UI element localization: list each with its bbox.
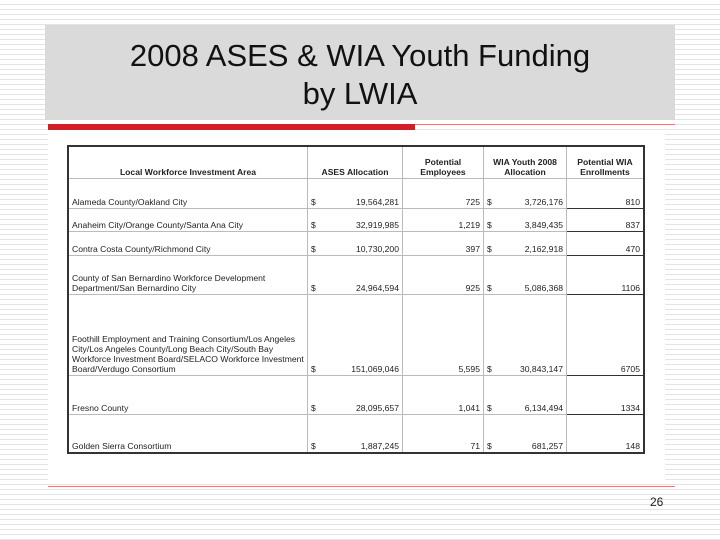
wia-value: 3,726,176: [524, 197, 563, 207]
currency: $: [311, 364, 316, 374]
footer-divider: [48, 486, 675, 487]
table-row: [68, 415, 644, 453]
area-cell: Anaheim City/Orange County/Santa Ana City: [68, 209, 308, 232]
wia-value: 6,134,494: [524, 403, 563, 413]
currency: $: [487, 403, 492, 413]
header-enrollments: Potential WIA Enrollments: [567, 146, 645, 179]
wia-cell: [484, 376, 567, 415]
ases-value: 19,564,281: [355, 197, 399, 207]
employees-cell: 725: [403, 179, 484, 209]
currency: $: [487, 220, 492, 230]
currency: $: [487, 364, 492, 374]
employees-cell: 925: [403, 256, 484, 295]
header-wia: WIA Youth 2008 Allocation: [484, 146, 567, 179]
header-ases: ASES Allocation: [308, 146, 403, 179]
area-cell: Foothill Employment and Training Consortium/Los Angeles City/Los Angeles County/Long Beach City/South Bay Workforce Investment Board/SELACO Workforce Investment Board/Verdugo Consortium: [68, 295, 308, 376]
enrollments-cell: 1106: [567, 256, 645, 295]
table-row: [68, 256, 644, 295]
area-cell: Golden Sierra Consortium: [68, 415, 308, 453]
currency: $: [311, 283, 316, 293]
header-area: Local Workforce Investment Area: [68, 146, 308, 179]
ases-cell: [308, 295, 403, 376]
area-cell: County of San Bernardino Workforce Development Department/San Bernardino City: [68, 256, 308, 295]
employees-cell: 397: [403, 232, 484, 256]
wia-cell: [484, 232, 567, 256]
ases-cell: [308, 415, 403, 453]
employees-cell: 1,041: [403, 376, 484, 415]
table-header: [68, 146, 644, 179]
ases-value: 28,095,657: [355, 403, 399, 413]
wia-cell: [484, 415, 567, 453]
table-row: [68, 179, 644, 209]
table-row: [68, 232, 644, 256]
employees-cell: 5,595: [403, 295, 484, 376]
wia-cell: [484, 256, 567, 295]
ases-value: 24,964,594: [355, 283, 399, 293]
table-row: [68, 376, 644, 415]
currency: $: [487, 197, 492, 207]
wia-value: 681,257: [531, 440, 563, 451]
title-box: [45, 25, 675, 120]
employees-cell: 1,219: [403, 209, 484, 232]
currency: $: [487, 440, 492, 451]
table-row: [68, 209, 644, 232]
ases-cell: [308, 232, 403, 256]
enrollments-cell: 148: [567, 415, 645, 453]
currency: $: [311, 244, 316, 254]
funding-table: [67, 145, 645, 454]
currency: $: [487, 283, 492, 293]
ases-cell: [308, 376, 403, 415]
currency: $: [311, 403, 316, 413]
wia-cell: [484, 209, 567, 232]
table-row: [68, 295, 644, 376]
enrollments-cell: 470: [567, 232, 645, 256]
enrollments-cell: 1334: [567, 376, 645, 415]
wia-cell: [484, 179, 567, 209]
enrollments-cell: 837: [567, 209, 645, 232]
ases-value: 1,887,245: [360, 440, 399, 451]
area-cell: Contra Costa County/Richmond City: [68, 232, 308, 256]
enrollments-cell: 810: [567, 179, 645, 209]
currency: $: [311, 197, 316, 207]
area-cell: Fresno County: [68, 376, 308, 415]
ases-value: 10,730,200: [355, 244, 399, 254]
slide-title: 2008 ASES & WIA Youth Funding by LWIA: [129, 38, 591, 111]
currency: $: [311, 440, 316, 451]
wia-value: 5,086,368: [524, 283, 563, 293]
ases-value: 151,069,046: [351, 364, 399, 374]
enrollments-cell: 6705: [567, 295, 645, 376]
page-number: 26: [650, 495, 664, 509]
ases-cell: [308, 179, 403, 209]
wia-value: 3,849,435: [524, 220, 563, 230]
header-employees: Potential Employees: [403, 146, 484, 179]
wia-value: 30,843,147: [519, 364, 563, 374]
ases-cell: [308, 256, 403, 295]
area-cell: Alameda County/Oakland City: [68, 179, 308, 209]
divider: [415, 124, 675, 125]
wia-cell: [484, 295, 567, 376]
employees-cell: 71: [403, 415, 484, 453]
ases-value: 32,919,985: [355, 220, 399, 230]
ases-cell: [308, 209, 403, 232]
currency: $: [311, 220, 316, 230]
wia-value: 2,162,918: [524, 244, 563, 254]
currency: $: [487, 244, 492, 254]
